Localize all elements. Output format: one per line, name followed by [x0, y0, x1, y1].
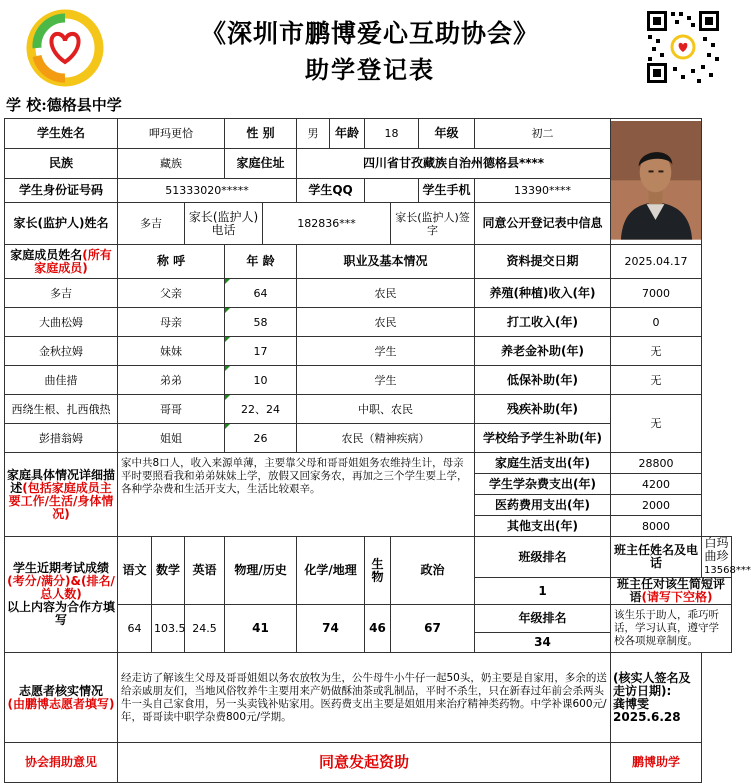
volunteer-note: (由鹏博志愿者填写) — [7, 696, 115, 711]
family-situation-header — [5, 453, 118, 537]
donation-opinion-label: 协会捐助意见 — [5, 743, 118, 783]
teacher-name: 白玛曲珍 — [704, 536, 729, 563]
school-line — [6, 94, 122, 115]
member-occupation: 学生 — [297, 366, 475, 395]
member-age: 58 — [225, 308, 297, 337]
student-qq-value — [365, 179, 419, 203]
member-age: 26 — [225, 424, 297, 453]
member-relation: 妹妹 — [118, 337, 225, 366]
school-name: 德格县中学 — [46, 96, 122, 114]
member-age: 64 — [225, 279, 297, 308]
exam-header — [5, 537, 118, 653]
class-rank-value: 1 — [475, 578, 611, 605]
score: 24.5 — [185, 605, 225, 653]
member-occupation: 农民（精神疾病） — [297, 424, 475, 453]
tuition-expense-label: 学生学杂费支出(年) — [475, 474, 611, 495]
score: 67 — [391, 605, 475, 653]
member-relation: 哥哥 — [118, 395, 225, 424]
teacher-contact — [702, 536, 751, 578]
family-member-header-label: 家庭成员姓名 — [10, 247, 83, 262]
guardian-signature-label: 家长(监护人)签字 — [391, 203, 475, 245]
other-expense-value: 8000 — [611, 516, 702, 537]
member-occupation: 农民 — [297, 279, 475, 308]
member-relation: 弟弟 — [118, 366, 225, 395]
member-age: 10 — [225, 366, 297, 395]
ethnicity-label: 民族 — [5, 149, 118, 179]
member-name: 彭措翁姆 — [5, 424, 118, 453]
submit-date-label: 资料提交日期 — [475, 245, 611, 279]
verifier-label: (核实人签名及走访日期): — [613, 670, 691, 698]
medical-expense-label: 医药费用支出(年) — [475, 495, 611, 516]
association-logo-icon — [25, 8, 105, 88]
score: 46 — [365, 605, 391, 653]
subject-header: 生物 — [365, 537, 391, 605]
grade-rank-value: 34 — [475, 633, 611, 653]
student-photo-image — [611, 121, 701, 240]
teacher-comment-text: 该生乐于助人，乖巧听话，学习认真，遵守学校各项规章制度。 — [611, 605, 732, 653]
member-name: 大曲松姆 — [5, 308, 118, 337]
family-situation-label: 家庭具体情况详细描述 — [7, 467, 116, 495]
farming-income-label: 养殖(种植)收入(年) — [475, 279, 611, 308]
pension-label: 养老金补助(年) — [475, 337, 611, 366]
subject-header: 化学/地理 — [297, 537, 365, 605]
family-situation-note: (包括家庭成员主要工作/生活/身体情况) — [8, 480, 114, 521]
volunteer-text: 经走访了解该生父母及哥哥姐姐以务农放牧为生，公牛母牛小牛仔一起50头，奶主要是自家用，多余的送给亲戚朋友们，当地风俗牧养牛主要用来产奶做酥油茶或乳制品，平时不杀生，只在新春过年前会杀两头牛一头自己家食用，另一头卖钱补贴家用。医药费支出主要是姐姐用来治疗精神类药物。中学补课600元/年，哥哥读中职学杂费800元/学期。 — [118, 653, 611, 743]
family-member-header-note: (所有家庭成员) — [34, 247, 112, 275]
volunteer-header — [5, 653, 118, 743]
subject-header: 政治 — [391, 537, 475, 605]
member-name: 曲佳措 — [5, 366, 118, 395]
score: 41 — [225, 605, 297, 653]
ethnicity-value: 藏族 — [118, 149, 225, 179]
member-relation: 母亲 — [118, 308, 225, 337]
teacher-comment-header — [611, 578, 732, 605]
student-id-label: 学生身份证号码 — [5, 179, 118, 203]
registration-form-table — [4, 118, 751, 783]
subject-header: 物理/历史 — [225, 537, 297, 605]
qr-code-icon — [645, 9, 721, 85]
association-title: 《深圳市鹏博爱心互助协会》 — [200, 19, 539, 48]
member-relation: 父亲 — [118, 279, 225, 308]
address-label: 家庭住址 — [225, 149, 297, 179]
exam-label-note: (考分/满分)&(排名/总人数) — [7, 574, 115, 601]
grade-rank-label: 年级排名 — [475, 605, 611, 633]
address-value: 四川省甘孜藏族自治州德格县**** — [297, 149, 611, 179]
member-age: 17 — [225, 337, 297, 366]
member-relation: 姐姐 — [118, 424, 225, 453]
school-aid-label: 学校给予学生补助(年) — [475, 424, 611, 453]
guardian-name-label: 家长(监护人)姓名 — [5, 203, 118, 245]
family-situation-text: 家中共8口人，收入来源单薄，主要靠父母和哥哥姐姐务农维持生计，母亲平时要照看我和弟弟妹妹上学，放假又回家务农，再加之三个学生要上学，各种学杂费和生活开支大，生活比较艰辛。 — [118, 453, 475, 537]
guardian-phone-value: 182836*** — [263, 203, 391, 245]
living-expense-label: 家庭生活支出(年) — [475, 453, 611, 474]
score: 74 — [297, 605, 365, 653]
student-name-value: 呷玛更恰 — [118, 119, 225, 149]
living-expense-value: 28800 — [611, 453, 702, 474]
member-age-header: 年 龄 — [225, 245, 297, 279]
teacher-comment-note: (请写下空格) — [641, 590, 713, 604]
teacher-phone: 13568*** — [704, 565, 751, 576]
disability-aid-label: 残疾补助(年) — [475, 395, 611, 424]
medical-expense-value: 2000 — [611, 495, 702, 516]
subject-header: 数学 — [152, 537, 185, 605]
age-value: 18 — [365, 119, 419, 149]
member-name: 金秋拉姆 — [5, 337, 118, 366]
score: 103.5 — [152, 605, 185, 653]
teacher-label: 班主任姓名及电话 — [611, 537, 702, 578]
verifier-signature — [611, 653, 702, 743]
occupation-header: 职业及基本情况 — [297, 245, 475, 279]
age-label: 年龄 — [330, 119, 365, 149]
low-income-aid-value: 无 — [611, 366, 702, 395]
volunteer-label: 志愿者核实情况 — [18, 683, 103, 698]
grade-label: 年级 — [419, 119, 475, 149]
low-income-aid-label: 低保补助(年) — [475, 366, 611, 395]
school-label: 学 校: — [6, 96, 47, 114]
member-occupation: 中职、农民 — [297, 395, 475, 424]
verify-date: 2025.6.28 — [613, 709, 681, 724]
work-income-value: 0 — [611, 308, 702, 337]
disability-school-aid-value: 无 — [611, 395, 702, 453]
organization-name: 鹏博助学 — [611, 743, 702, 783]
relation-header: 称 呼 — [118, 245, 225, 279]
student-phone-label: 学生手机 — [419, 179, 475, 203]
member-occupation: 农民 — [297, 308, 475, 337]
exam-label: 学生近期考试成绩 — [12, 561, 109, 575]
work-income-label: 打工收入(年) — [475, 308, 611, 337]
tuition-expense-value: 4200 — [611, 474, 702, 495]
family-member-header — [5, 245, 118, 279]
student-name-label: 学生姓名 — [5, 119, 118, 149]
member-name: 西绕生根、扎西俄热 — [5, 395, 118, 424]
exam-partner-note: 以上内容为合作方填写 — [7, 600, 116, 627]
submit-date-value: 2025.04.17 — [611, 245, 702, 279]
other-expense-label: 其他支出(年) — [475, 516, 611, 537]
consent-text: 同意公开登记表中信息 — [475, 203, 611, 245]
form-title: 助学登记表 — [305, 55, 435, 84]
gender-value: 男 — [297, 119, 330, 149]
verifier-name: 龚博雯 — [613, 696, 650, 711]
student-phone-value: 13390**** — [475, 179, 611, 203]
member-age: 22、24 — [225, 395, 297, 424]
grade-value: 初二 — [475, 119, 611, 149]
guardian-phone-label: 家长(监护人)电话 — [185, 203, 263, 245]
donation-opinion-value: 同意发起资助 — [118, 743, 611, 783]
member-name: 多吉 — [5, 279, 118, 308]
header — [0, 0, 735, 92]
gender-label: 性 别 — [225, 119, 297, 149]
member-occupation: 学生 — [297, 337, 475, 366]
pension-value: 无 — [611, 337, 702, 366]
student-id-value: 51333020***** — [118, 179, 297, 203]
teacher-comment-label: 班主任对该生简短评语 — [617, 577, 726, 604]
student-qq-label: 学生QQ — [297, 179, 365, 203]
class-rank-label: 班级排名 — [475, 537, 611, 578]
student-photo — [611, 119, 702, 245]
farming-income-value: 7000 — [611, 279, 702, 308]
guardian-name-value: 多吉 — [118, 203, 185, 245]
subject-header: 语文 — [118, 537, 152, 605]
subject-header: 英语 — [185, 537, 225, 605]
score: 64 — [118, 605, 152, 653]
